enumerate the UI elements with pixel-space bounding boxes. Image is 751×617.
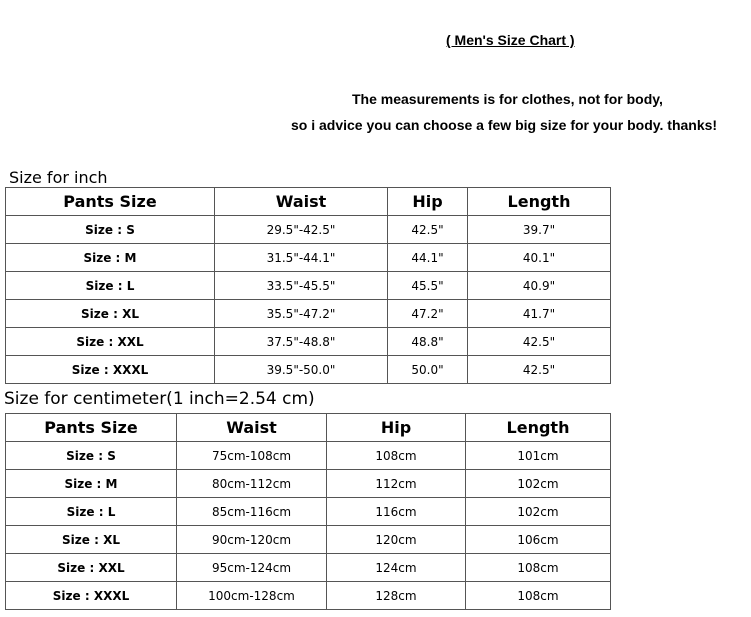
hip-cell: 42.5" xyxy=(388,216,468,244)
size-cell: Size : M xyxy=(6,470,177,498)
size-cell: Size : XXL xyxy=(6,328,215,356)
hip-cell: 112cm xyxy=(327,470,466,498)
size-cell: Size : XXXL xyxy=(6,356,215,384)
inch-size-table xyxy=(5,187,611,384)
measurement-note-line2: so i advice you can choose a few big size for your body. thanks! xyxy=(291,117,718,133)
size-cell: Size : XXXL xyxy=(6,582,177,610)
table-row xyxy=(6,216,611,244)
column-header-hip: Hip xyxy=(327,414,466,442)
centimeter-size-table xyxy=(5,413,611,610)
hip-cell: 44.1" xyxy=(388,244,468,272)
table-row xyxy=(6,356,611,384)
waist-cell: 75cm-108cm xyxy=(177,442,327,470)
length-cell: 40.9" xyxy=(468,272,611,300)
waist-cell: 80cm-112cm xyxy=(177,470,327,498)
centimeter-section-label: Size for centimeter(1 inch=2.54 cm) xyxy=(4,389,315,409)
size-cell: Size : XL xyxy=(6,300,215,328)
waist-cell: 31.5"-44.1" xyxy=(215,244,388,272)
column-header-waist: Waist xyxy=(177,414,327,442)
waist-cell: 39.5"-50.0" xyxy=(215,356,388,384)
table-row xyxy=(6,526,611,554)
waist-cell: 33.5"-45.5" xyxy=(215,272,388,300)
table-row xyxy=(6,442,611,470)
size-cell: Size : L xyxy=(6,272,215,300)
page-title: ( Men's Size Chart ) xyxy=(446,32,575,48)
hip-cell: 124cm xyxy=(327,554,466,582)
table-header-row xyxy=(6,188,611,216)
length-cell: 40.1" xyxy=(468,244,611,272)
waist-cell: 100cm-128cm xyxy=(177,582,327,610)
size-cell: Size : XL xyxy=(6,526,177,554)
length-cell: 102cm xyxy=(466,498,611,526)
hip-cell: 116cm xyxy=(327,498,466,526)
waist-cell: 90cm-120cm xyxy=(177,526,327,554)
table-row xyxy=(6,498,611,526)
size-cell: Size : M xyxy=(6,244,215,272)
column-header-pants-size: Pants Size xyxy=(6,414,177,442)
table-row xyxy=(6,244,611,272)
table-row xyxy=(6,470,611,498)
hip-cell: 48.8" xyxy=(388,328,468,356)
table-row xyxy=(6,554,611,582)
size-cell: Size : L xyxy=(6,498,177,526)
waist-cell: 37.5"-48.8" xyxy=(215,328,388,356)
hip-cell: 128cm xyxy=(327,582,466,610)
waist-cell: 85cm-116cm xyxy=(177,498,327,526)
table-row xyxy=(6,328,611,356)
inch-section-label: Size for inch xyxy=(9,168,108,187)
hip-cell: 50.0" xyxy=(388,356,468,384)
length-cell: 39.7" xyxy=(468,216,611,244)
column-header-pants-size: Pants Size xyxy=(6,188,215,216)
length-cell: 108cm xyxy=(466,554,611,582)
length-cell: 42.5" xyxy=(468,356,611,384)
table-header-row xyxy=(6,414,611,442)
table-row xyxy=(6,582,611,610)
size-cell: Size : S xyxy=(6,442,177,470)
column-header-hip: Hip xyxy=(388,188,468,216)
length-cell: 106cm xyxy=(466,526,611,554)
hip-cell: 108cm xyxy=(327,442,466,470)
length-cell: 102cm xyxy=(466,470,611,498)
table-row xyxy=(6,272,611,300)
waist-cell: 29.5"-42.5" xyxy=(215,216,388,244)
hip-cell: 45.5" xyxy=(388,272,468,300)
waist-cell: 35.5"-47.2" xyxy=(215,300,388,328)
measurement-note-line1: The measurements is for clothes, not for body, xyxy=(352,91,663,107)
column-header-length: Length xyxy=(468,188,611,216)
length-cell: 42.5" xyxy=(468,328,611,356)
column-header-waist: Waist xyxy=(215,188,388,216)
length-cell: 41.7" xyxy=(468,300,611,328)
table-row xyxy=(6,300,611,328)
length-cell: 108cm xyxy=(466,582,611,610)
size-cell: Size : S xyxy=(6,216,215,244)
hip-cell: 47.2" xyxy=(388,300,468,328)
size-cell: Size : XXL xyxy=(6,554,177,582)
column-header-length: Length xyxy=(466,414,611,442)
waist-cell: 95cm-124cm xyxy=(177,554,327,582)
hip-cell: 120cm xyxy=(327,526,466,554)
length-cell: 101cm xyxy=(466,442,611,470)
